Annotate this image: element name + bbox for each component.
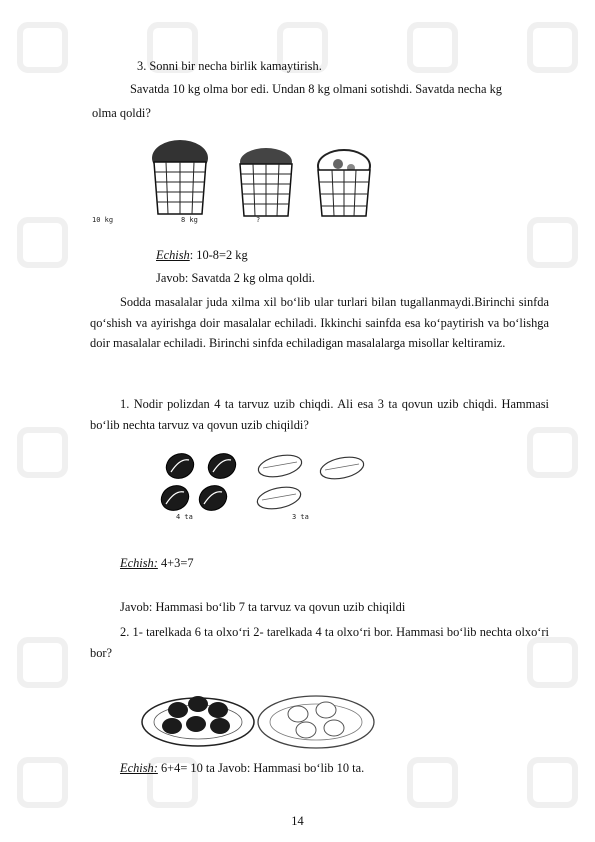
solution-label: Echish:	[120, 761, 158, 775]
solution-label: Echish:	[120, 556, 158, 570]
plate-with-plums-icon	[258, 696, 374, 748]
watermelon-melon-illustration	[155, 448, 375, 520]
basket-full-icon	[152, 140, 208, 214]
problem3-text: 2. 1- tarelkada 6 ta olxo‘ri 2- tarelkada 4 ta olxo‘ri bor. Hammasi bo‘lib nechta olxo‘ri bor?	[90, 625, 549, 660]
melon-icon	[255, 452, 365, 513]
solution-label: Echish	[156, 248, 190, 262]
problem1-text-line1: Savatda 10 kg olma bor edi. Undan 8 kg olmani sotishdi. Savatda necha kg	[130, 82, 502, 96]
problem2-text: 1. Nodir polizdan 4 ta tarvuz uzib chiqdi. Ali esa 3 ta qovun uzib chiqdi. Hammasi bo‘lib nechta tarvuz va qovun uzib chiqildi?	[90, 397, 549, 432]
basket-remaining-icon	[318, 150, 370, 216]
basket-label-2: 8 kg	[181, 216, 198, 224]
solution-expression: 6+4= 10 ta Javob: Hammasi bo‘lib 10 ta.	[157, 761, 365, 775]
basket-label-3: ?	[256, 216, 261, 224]
melon-label: 3 ta	[292, 513, 309, 521]
basket-label-1: 10 kg	[92, 216, 114, 224]
intro-paragraph: Sodda masalalar juda xilma xil bo‘lib ular turlari bilan tugallanmaydi.Birinchi sinfda qo‘shish va ayirishga doir masalalar echiladi. Ikkinchi sainfda esa ko‘paytirish va bo‘lishga doir masalalar echiladi. Birinchi sinfda echiladigan masalalarga misollar keltiramiz.	[90, 295, 549, 350]
plate-with-plums-icon	[142, 696, 254, 746]
page-number: 14	[291, 814, 304, 828]
solution-expression: 4+3=7	[157, 556, 194, 570]
problem3-solution	[120, 760, 364, 776]
apple-baskets-illustration	[88, 136, 388, 226]
basket-sold-icon	[240, 148, 292, 216]
problem2-solution	[120, 555, 194, 571]
problem1-text-line2: olma qoldi?	[92, 106, 151, 120]
solution-expression: : 10-8=2 kg	[189, 248, 248, 262]
watermelon-label: 4 ta	[176, 513, 193, 521]
problem1-solution	[156, 247, 248, 263]
plum-plates-illustration	[140, 682, 380, 752]
problem1-answer: Javob: Savatda 2 kg olma qoldi.	[156, 271, 315, 285]
section-heading: 3. Sonni bir necha birlik kamaytirish.	[137, 59, 322, 73]
problem2-answer: Javob: Hammasi bo‘lib 7 ta tarvuz va qovun uzib chiqildi	[120, 600, 406, 614]
watermelon-icon	[157, 449, 240, 515]
